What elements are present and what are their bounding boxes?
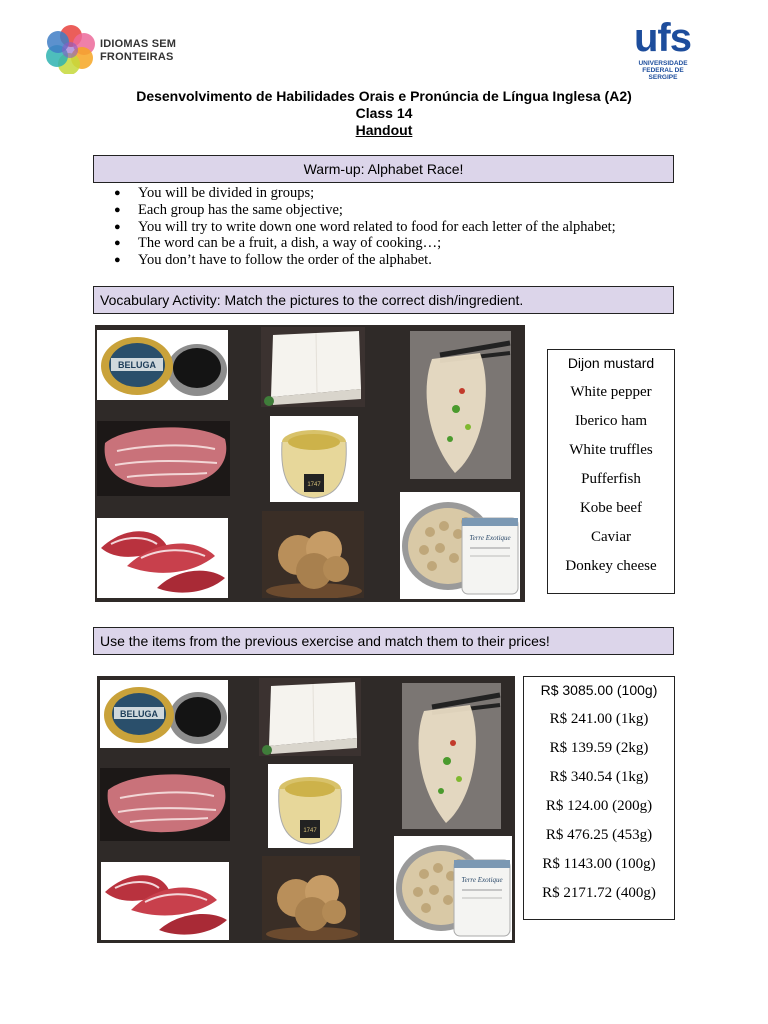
course-title: Desenvolvimento de Habilidades Orais e Pronúncia de Língua Inglesa (A2) [136,88,632,104]
food-pictures-collage-1 [95,325,525,602]
word-item: Kobe beef [579,500,643,516]
word-item: White truffles [569,442,653,458]
price-item: R$ 139.59 (2kg) [549,740,649,756]
word-item: White pepper [570,384,652,400]
ufs-logo-text: ufs [634,16,691,60]
iberico-ham-picture [101,862,229,940]
ufs-logo-sub1: UNIVERSIDADE [638,60,688,67]
vocabulary-heading: Vocabulary Activity: Match the pictures to the correct dish/ingredient. [93,286,674,314]
prices-heading: Use the items from the previous exercise and match them to their prices! [93,627,674,655]
kobe-beef-picture [97,421,230,496]
bullet-item: ● You will be divided in groups; [114,185,616,202]
bullet-item: ● Each group has the same objective; [114,202,616,219]
logo-left-line1: IDIOMAS SEM [100,38,177,50]
flower-logo-icon [44,24,98,74]
word-item: Caviar [591,529,631,545]
bullet-item: ● You don’t have to follow the order of the alphabet. [114,252,616,269]
caviar-picture [97,330,228,400]
word-item: Dijon mustard [567,355,655,371]
price-item: R$ 124.00 (200g) [545,798,653,814]
ufs-logo [618,16,710,80]
warmup-bullet-list [114,185,616,269]
price-list [523,676,675,920]
word-item: Iberico ham [574,413,648,429]
word-item: Donkey cheese [565,558,657,574]
pufferfish-picture [410,331,511,479]
white-truffles-picture [262,856,360,940]
bullet-item: ● You will try to write down one word related to food for each letter of the alphabet; [114,219,616,236]
price-item: R$ 476.25 (453g) [545,827,653,843]
bullet-item: ● The word can be a fruit, a dish, a way of cooking…; [114,235,616,252]
caviar-picture [100,680,228,748]
word-item: Pufferfish [581,471,641,487]
caviar-label: BELUGA [118,360,156,370]
cheese-picture [261,327,365,407]
pepper-label: Terre Exotique [461,876,503,884]
white-pepper-picture [394,836,512,940]
mustard-label: 1747 [307,482,321,488]
handout-label: Handout [355,122,413,138]
ufs-logo-sub2: FEDERAL DE [642,67,684,74]
price-item: R$ 241.00 (1kg) [549,711,649,727]
white-truffles-picture [262,511,364,598]
food-pictures-collage-2 [97,676,515,943]
warmup-heading: Warm-up: Alphabet Race! [93,155,674,183]
mustard-label: 1747 [303,828,317,834]
caviar-label: BELUGA [120,709,158,719]
kobe-beef-picture [100,768,230,841]
price-item: R$ 2171.72 (400g) [542,885,656,901]
dijon-mustard-picture [268,764,353,848]
idiomas-sem-fronteiras-logo [44,24,204,76]
white-pepper-picture [400,492,520,599]
pepper-label: Terre Exotique [469,534,511,542]
ingredient-word-list [547,349,675,594]
pufferfish-picture [402,683,501,829]
class-number: Class 14 [355,105,413,121]
cheese-picture [259,678,361,756]
dijon-mustard-picture [270,416,358,502]
price-item: R$ 3085.00 (100g) [540,682,658,698]
price-item: R$ 1143.00 (100g) [542,856,656,872]
iberico-ham-picture [97,518,228,598]
logo-left-line2: FRONTEIRAS [100,51,174,63]
ufs-logo-sub3: SERGIPE [648,74,678,81]
price-item: R$ 340.54 (1kg) [549,769,649,785]
